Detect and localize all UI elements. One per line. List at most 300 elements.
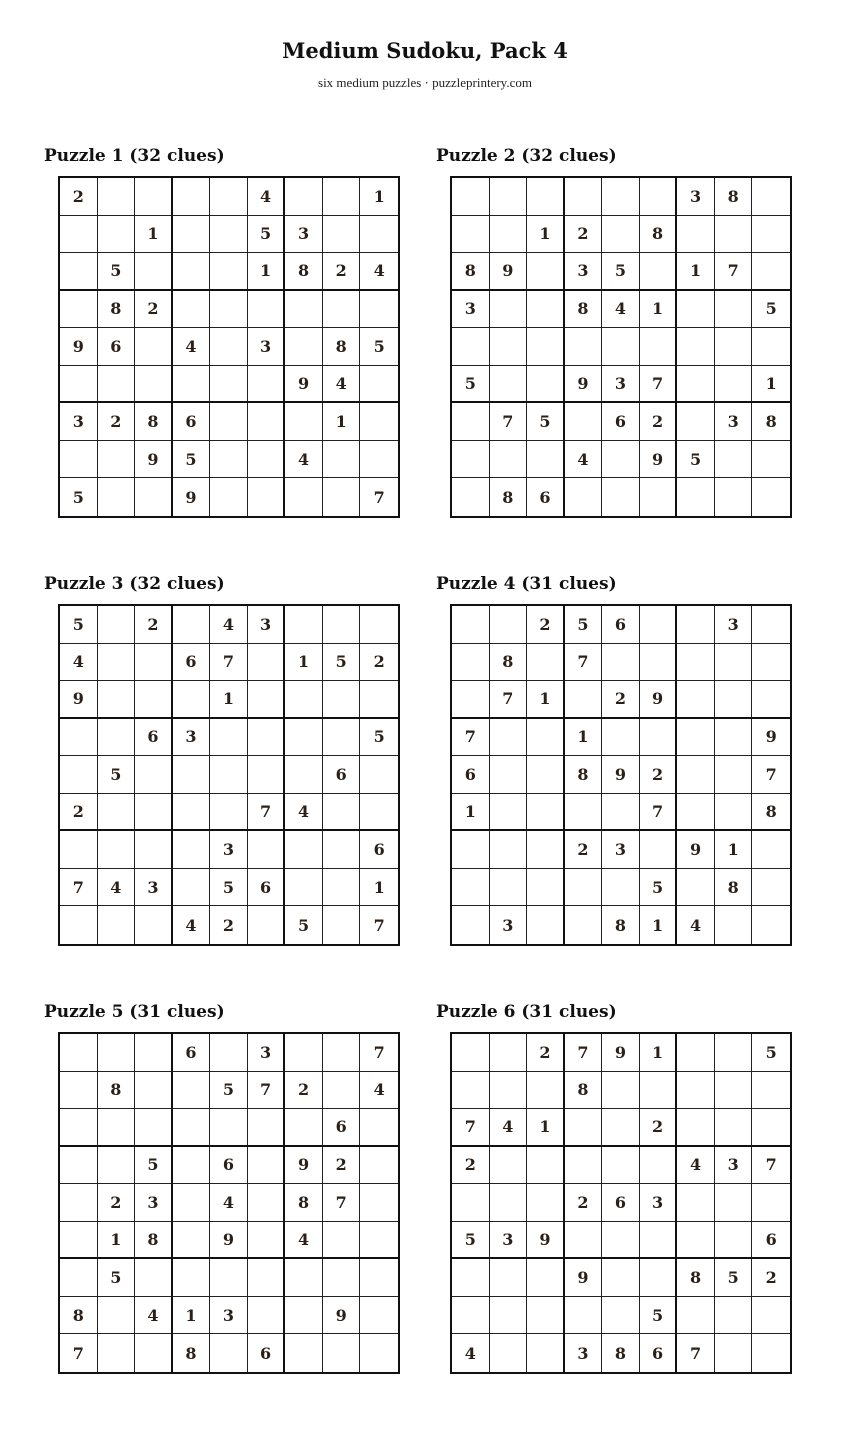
sudoku-cell xyxy=(490,178,528,216)
sudoku-cell xyxy=(527,831,565,869)
sudoku-cell xyxy=(248,756,286,794)
sudoku-cell xyxy=(752,869,790,907)
sudoku-cell: 8 xyxy=(602,906,640,944)
sudoku-cell xyxy=(360,441,398,479)
sudoku-cell xyxy=(323,178,361,216)
sudoku-cell xyxy=(490,1034,528,1072)
sudoku-cell: 9 xyxy=(285,366,323,404)
sudoku-cell: 8 xyxy=(565,1072,603,1110)
sudoku-cell xyxy=(490,1334,528,1372)
sudoku-cell xyxy=(98,178,136,216)
sudoku-cell xyxy=(60,756,98,794)
sudoku-cell xyxy=(323,216,361,254)
sudoku-cell: 9 xyxy=(640,681,678,719)
sudoku-cell xyxy=(60,1147,98,1185)
sudoku-cell: 6 xyxy=(248,1334,286,1372)
sudoku-cell: 5 xyxy=(640,1297,678,1335)
sudoku-cell: 3 xyxy=(490,906,528,944)
sudoku-cell xyxy=(60,441,98,479)
sudoku-cell xyxy=(677,794,715,832)
sudoku-cell xyxy=(323,1072,361,1110)
sudoku-cell xyxy=(323,869,361,907)
sudoku-cell: 8 xyxy=(565,291,603,329)
sudoku-cell xyxy=(452,644,490,682)
sudoku-cell xyxy=(490,1072,528,1110)
sudoku-cell xyxy=(715,478,753,516)
sudoku-cell xyxy=(602,328,640,366)
sudoku-cell: 4 xyxy=(360,1072,398,1110)
sudoku-cell xyxy=(527,328,565,366)
sudoku-cell xyxy=(173,1222,211,1260)
sudoku-cell xyxy=(323,906,361,944)
sudoku-cell xyxy=(602,1147,640,1185)
sudoku-cell: 7 xyxy=(452,719,490,757)
sudoku-cell xyxy=(490,869,528,907)
sudoku-cell xyxy=(527,869,565,907)
sudoku-cell: 9 xyxy=(527,1222,565,1260)
sudoku-cell xyxy=(677,756,715,794)
sudoku-cell xyxy=(210,253,248,291)
sudoku-cell xyxy=(452,216,490,254)
sudoku-cell: 3 xyxy=(602,831,640,869)
sudoku-cell xyxy=(452,831,490,869)
sudoku-cell xyxy=(602,1259,640,1297)
sudoku-cell: 8 xyxy=(135,403,173,441)
sudoku-cell: 1 xyxy=(715,831,753,869)
sudoku-cell: 2 xyxy=(360,644,398,682)
sudoku-cell xyxy=(640,831,678,869)
sudoku-cell: 9 xyxy=(752,719,790,757)
sudoku-cell xyxy=(285,681,323,719)
sudoku-cell: 5 xyxy=(98,756,136,794)
sudoku-cell: 1 xyxy=(752,366,790,404)
sudoku-cell xyxy=(640,178,678,216)
sudoku-cell: 7 xyxy=(373,487,385,507)
sudoku-cell xyxy=(173,681,211,719)
sudoku-cell: 7 xyxy=(60,869,98,907)
sudoku-cell: 9 xyxy=(210,1222,248,1260)
sudoku-cell xyxy=(98,719,136,757)
sudoku-cell: 3 xyxy=(715,606,753,644)
sudoku-cell: 7 xyxy=(715,253,753,291)
sudoku-cell xyxy=(360,1147,398,1185)
sudoku-cell xyxy=(490,1147,528,1185)
sudoku-cell xyxy=(173,178,211,216)
sudoku-cell xyxy=(752,253,790,291)
sudoku-cell xyxy=(323,291,361,329)
sudoku-cell xyxy=(285,178,323,216)
sudoku-cell xyxy=(135,478,173,516)
sudoku-cell: 7 xyxy=(60,1334,98,1372)
sudoku-cell xyxy=(565,403,603,441)
sudoku-grid xyxy=(450,604,792,946)
sudoku-cell xyxy=(565,478,603,516)
sudoku-cell xyxy=(323,606,361,644)
sudoku-cell xyxy=(248,478,286,516)
sudoku-cell xyxy=(360,681,398,719)
sudoku-cell xyxy=(527,1147,565,1185)
sudoku-cell: 2 xyxy=(98,1184,136,1222)
sudoku-cell xyxy=(285,403,323,441)
sudoku-cell: 3 xyxy=(565,1334,603,1372)
sudoku-cell: 9 xyxy=(285,1147,323,1185)
sudoku-cell xyxy=(527,1297,565,1335)
sudoku-cell: 9 xyxy=(677,831,715,869)
sudoku-cell xyxy=(715,441,753,479)
sudoku-cell xyxy=(210,441,248,479)
sudoku-cell xyxy=(527,906,565,944)
sudoku-cell xyxy=(210,756,248,794)
sudoku-cell: 2 xyxy=(752,1259,790,1297)
sudoku-cell xyxy=(323,681,361,719)
sudoku-cell: 7 xyxy=(565,1034,603,1072)
sudoku-cell xyxy=(527,794,565,832)
sudoku-cell xyxy=(360,756,398,794)
sudoku-cell xyxy=(602,1222,640,1260)
sudoku-cell xyxy=(323,1034,361,1072)
sudoku-cell xyxy=(135,794,173,832)
sudoku-cell: 3 xyxy=(602,366,640,404)
sudoku-cell xyxy=(360,1109,398,1147)
sudoku-cell: 1 xyxy=(135,216,173,254)
sudoku-cell: 7 xyxy=(248,794,286,832)
sudoku-cell: 1 xyxy=(248,253,286,291)
sudoku-cell: 5 xyxy=(60,606,98,644)
sudoku-cell xyxy=(248,1147,286,1185)
sudoku-cell xyxy=(640,644,678,682)
sudoku-cell: 2 xyxy=(323,253,361,291)
sudoku-cell xyxy=(210,1259,248,1297)
sudoku-cell xyxy=(640,719,678,757)
sudoku-grid xyxy=(58,1032,400,1374)
sudoku-cell xyxy=(248,831,286,869)
sudoku-cell xyxy=(60,1072,98,1110)
sudoku-cell: 3 xyxy=(210,1297,248,1335)
sudoku-cell xyxy=(490,291,528,329)
sudoku-cell xyxy=(135,366,173,404)
sudoku-cell xyxy=(360,403,398,441)
sudoku-cell xyxy=(210,216,248,254)
sudoku-cell: 9 xyxy=(60,681,98,719)
sudoku-cell xyxy=(285,719,323,757)
sudoku-cell xyxy=(285,869,323,907)
sudoku-cell: 9 xyxy=(323,1297,361,1335)
sudoku-cell xyxy=(640,1147,678,1185)
sudoku-cell xyxy=(715,1034,753,1072)
page-subtitle: six medium puzzles · puzzleprintery.com xyxy=(318,75,532,90)
sudoku-cell xyxy=(715,291,753,329)
sudoku-cell xyxy=(452,478,490,516)
sudoku-cell xyxy=(677,644,715,682)
sudoku-cell xyxy=(285,606,323,644)
sudoku-cell: 4 xyxy=(173,328,211,366)
sudoku-cell: 8 xyxy=(98,1072,136,1110)
sudoku-cell xyxy=(452,178,490,216)
sudoku-cell xyxy=(602,441,640,479)
sudoku-cell xyxy=(677,366,715,404)
puzzle-title: Puzzle 6 (31 clues) xyxy=(436,1002,617,1022)
sudoku-cell xyxy=(565,328,603,366)
sudoku-cell: 2 xyxy=(452,1147,490,1185)
sudoku-cell: 1 xyxy=(565,719,603,757)
sudoku-cell: 2 xyxy=(565,831,603,869)
sudoku-cell: 8 xyxy=(677,1259,715,1297)
sudoku-cell: 5 xyxy=(715,1259,753,1297)
sudoku-cell xyxy=(285,291,323,329)
sudoku-cell xyxy=(173,216,211,254)
sudoku-cell: 8 xyxy=(565,756,603,794)
sudoku-cell: 5 xyxy=(677,441,715,479)
sudoku-cell: 6 xyxy=(173,403,211,441)
sudoku-cell: 5 xyxy=(527,403,565,441)
sudoku-cell: 8 xyxy=(752,403,790,441)
sudoku-cell: 4 xyxy=(285,441,323,479)
sudoku-cell xyxy=(677,1184,715,1222)
sudoku-cell: 5 xyxy=(452,1222,490,1260)
sudoku-cell xyxy=(640,253,678,291)
sudoku-cell xyxy=(285,831,323,869)
sudoku-cell xyxy=(490,606,528,644)
sudoku-cell xyxy=(248,1109,286,1147)
sudoku-cell xyxy=(715,719,753,757)
sudoku-cell xyxy=(285,1034,323,1072)
sudoku-cell xyxy=(565,178,603,216)
sudoku-cell: 3 xyxy=(210,831,248,869)
sudoku-cell xyxy=(60,291,98,329)
sudoku-cell: 1 xyxy=(173,1297,211,1335)
sudoku-cell: 8 xyxy=(98,291,136,329)
sudoku-cell: 2 xyxy=(60,178,98,216)
sudoku-cell: 3 xyxy=(135,1184,173,1222)
sudoku-cell: 8 xyxy=(60,1297,98,1335)
sudoku-cell xyxy=(210,478,248,516)
sudoku-cell xyxy=(527,291,565,329)
sudoku-cell xyxy=(60,1184,98,1222)
sudoku-cell xyxy=(173,366,211,404)
sudoku-cell xyxy=(135,1072,173,1110)
sudoku-cell: 3 xyxy=(135,869,173,907)
sudoku-cell: 4 xyxy=(677,906,715,944)
page-header xyxy=(0,38,850,91)
sudoku-cell: 4 xyxy=(173,906,211,944)
sudoku-cell: 7 xyxy=(248,1072,286,1110)
sudoku-cell xyxy=(323,478,361,516)
sudoku-cell xyxy=(60,831,98,869)
puzzle-title: Puzzle 4 (31 clues) xyxy=(436,574,617,594)
sudoku-cell xyxy=(490,831,528,869)
sudoku-cell xyxy=(248,1184,286,1222)
sudoku-cell xyxy=(210,291,248,329)
sudoku-cell xyxy=(565,869,603,907)
sudoku-cell xyxy=(715,1072,753,1110)
sudoku-cell xyxy=(640,328,678,366)
sudoku-cell xyxy=(285,1297,323,1335)
sudoku-cell: 4 xyxy=(490,1109,528,1147)
sudoku-cell: 5 xyxy=(98,253,136,291)
sudoku-cell: 8 xyxy=(285,253,323,291)
sudoku-cell xyxy=(60,719,98,757)
sudoku-cell xyxy=(323,1259,361,1297)
puzzle-title: Puzzle 3 (32 clues) xyxy=(44,574,225,594)
sudoku-cell: 9 xyxy=(60,328,98,366)
sudoku-cell xyxy=(715,1222,753,1260)
sudoku-cell: 2 xyxy=(323,1147,361,1185)
sudoku-cell xyxy=(135,328,173,366)
sudoku-cell xyxy=(248,906,286,944)
sudoku-cell xyxy=(360,366,398,404)
sudoku-cell: 8 xyxy=(490,478,528,516)
sudoku-cell xyxy=(98,794,136,832)
sudoku-cell: 4 xyxy=(602,291,640,329)
sudoku-cell: 2 xyxy=(640,403,678,441)
sudoku-cell: 1 xyxy=(323,403,361,441)
sudoku-cell: 3 xyxy=(715,1147,753,1185)
puzzle-title: Puzzle 2 (32 clues) xyxy=(436,146,617,166)
sudoku-cell: 6 xyxy=(248,869,286,907)
sudoku-cell xyxy=(527,756,565,794)
sudoku-cell xyxy=(640,1222,678,1260)
sudoku-cell xyxy=(490,1184,528,1222)
sudoku-cell: 3 xyxy=(452,291,490,329)
sudoku-cell xyxy=(752,328,790,366)
sudoku-cell xyxy=(248,1297,286,1335)
sudoku-cell xyxy=(135,1034,173,1072)
sudoku-cell xyxy=(527,644,565,682)
sudoku-cell xyxy=(98,906,136,944)
sudoku-cell: 3 xyxy=(248,606,286,644)
sudoku-cell: 4 xyxy=(60,644,98,682)
sudoku-cell xyxy=(173,756,211,794)
sudoku-cell xyxy=(640,1072,678,1110)
sudoku-cell: 3 xyxy=(248,328,286,366)
sudoku-cell xyxy=(602,869,640,907)
sudoku-cell xyxy=(752,1184,790,1222)
sudoku-cell xyxy=(98,478,136,516)
sudoku-cell: 5 xyxy=(565,606,603,644)
sudoku-cell: 7 xyxy=(452,1109,490,1147)
sudoku-cell xyxy=(173,1184,211,1222)
sudoku-cell xyxy=(752,1072,790,1110)
sudoku-cell xyxy=(60,1034,98,1072)
sudoku-cell: 1 xyxy=(640,291,678,329)
sudoku-cell xyxy=(452,328,490,366)
sudoku-cell xyxy=(360,1334,398,1372)
sudoku-cell xyxy=(715,328,753,366)
sudoku-cell: 5 xyxy=(452,366,490,404)
sudoku-cell: 6 xyxy=(452,756,490,794)
sudoku-cell xyxy=(98,1334,136,1372)
sudoku-cell xyxy=(602,1072,640,1110)
sudoku-cell xyxy=(173,1072,211,1110)
sudoku-cell xyxy=(60,1259,98,1297)
sudoku-cell xyxy=(60,1109,98,1147)
sudoku-cell: 8 xyxy=(285,1184,323,1222)
sudoku-cell: 2 xyxy=(210,906,248,944)
sudoku-cell xyxy=(490,719,528,757)
sudoku-cell: 8 xyxy=(173,1334,211,1372)
sudoku-cell xyxy=(98,366,136,404)
sudoku-cell xyxy=(173,794,211,832)
sudoku-cell xyxy=(248,403,286,441)
sudoku-cell xyxy=(452,1072,490,1110)
sudoku-cell: 4 xyxy=(565,441,603,479)
sudoku-cell: 6 xyxy=(98,328,136,366)
sudoku-cell: 9 xyxy=(640,441,678,479)
sudoku-cell: 1 xyxy=(210,681,248,719)
sudoku-cell: 3 xyxy=(677,178,715,216)
sudoku-cell xyxy=(752,606,790,644)
sudoku-cell xyxy=(752,178,790,216)
sudoku-cell xyxy=(60,216,98,254)
sudoku-cell xyxy=(210,1034,248,1072)
sudoku-cell xyxy=(715,906,753,944)
sudoku-cell xyxy=(452,1034,490,1072)
sudoku-cell: 6 xyxy=(752,1222,790,1260)
sudoku-cell xyxy=(602,644,640,682)
sudoku-cell xyxy=(135,681,173,719)
sudoku-cell xyxy=(452,906,490,944)
sudoku-cell: 7 xyxy=(210,644,248,682)
sudoku-cell: 6 xyxy=(602,1184,640,1222)
sudoku-cell: 2 xyxy=(640,756,678,794)
sudoku-cell xyxy=(135,644,173,682)
sudoku-cell xyxy=(527,1184,565,1222)
sudoku-cell xyxy=(98,831,136,869)
sudoku-cell xyxy=(527,1072,565,1110)
sudoku-cell xyxy=(715,366,753,404)
sudoku-cell xyxy=(490,216,528,254)
sudoku-cell: 5 xyxy=(752,1034,790,1072)
sudoku-cell: 4 xyxy=(210,606,248,644)
sudoku-cell xyxy=(285,1334,323,1372)
sudoku-cell xyxy=(60,253,98,291)
sudoku-cell xyxy=(98,1109,136,1147)
sudoku-cell: 5 xyxy=(285,906,323,944)
sudoku-cell xyxy=(323,719,361,757)
sudoku-cell xyxy=(565,681,603,719)
puzzle-title: Puzzle 1 (32 clues) xyxy=(44,146,225,166)
sudoku-cell: 5 xyxy=(210,869,248,907)
sudoku-cell xyxy=(173,1259,211,1297)
sudoku-cell xyxy=(677,1109,715,1147)
sudoku-cell xyxy=(640,478,678,516)
sudoku-cell xyxy=(98,1034,136,1072)
sudoku-cell: 8 xyxy=(135,1222,173,1260)
sudoku-cell: 5 xyxy=(323,644,361,682)
sudoku-cell: 1 xyxy=(527,216,565,254)
sudoku-cell: 6 xyxy=(210,1147,248,1185)
sudoku-cell: 7 xyxy=(490,403,528,441)
sudoku-cell xyxy=(135,1334,173,1372)
sudoku-cell: 9 xyxy=(602,1034,640,1072)
sudoku-cell xyxy=(527,719,565,757)
sudoku-cell: 4 xyxy=(135,1297,173,1335)
sudoku-cell xyxy=(677,403,715,441)
sudoku-cell: 7 xyxy=(752,1147,790,1185)
sudoku-cell xyxy=(135,831,173,869)
sudoku-cell: 1 xyxy=(640,906,678,944)
sudoku-cell: 1 xyxy=(677,253,715,291)
sudoku-cell xyxy=(98,1147,136,1185)
sudoku-cell: 1 xyxy=(640,1034,678,1072)
sudoku-cell xyxy=(60,1222,98,1260)
sudoku-cell: 6 xyxy=(602,403,640,441)
sudoku-cell xyxy=(248,681,286,719)
sudoku-cell: 9 xyxy=(490,253,528,291)
sudoku-cell: 3 xyxy=(60,403,98,441)
sudoku-cell xyxy=(715,1184,753,1222)
sudoku-cell xyxy=(360,1184,398,1222)
